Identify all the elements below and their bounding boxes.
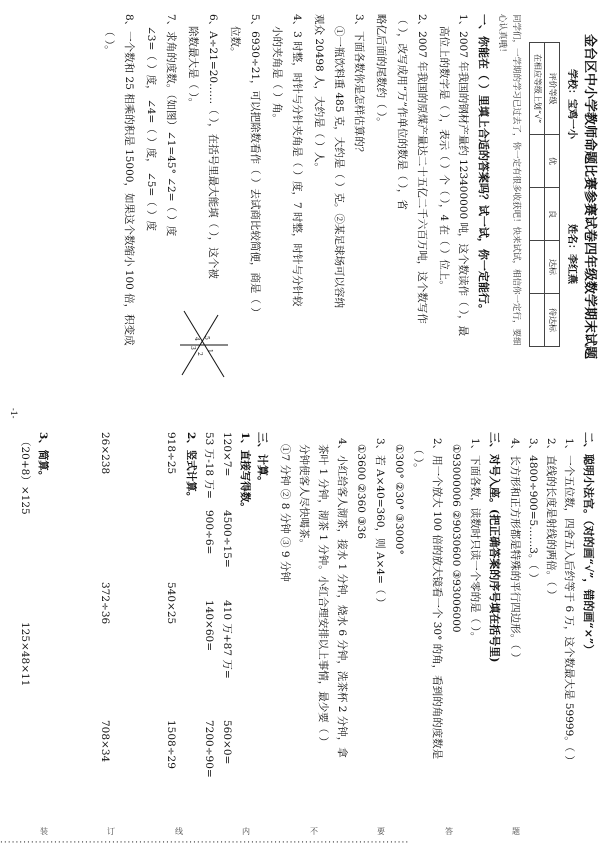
subsection-title: 2、竖式计算。 <box>185 432 197 503</box>
choice-item: 2、用一个放大 100 倍的放大镜看一个 30° 的角，看到的角的度数是 <box>431 438 443 760</box>
question-line: 7、求角的度数。（如图）∠1=45° ∠2=（ ）度 <box>165 14 177 237</box>
question-line: 高位上的数字是（ ），表示（ ）个（ ），4 在（ ）位上。 <box>438 26 450 291</box>
direct-calc: 7200÷90= <box>203 720 215 778</box>
judge-item: 2、直线的长度是射线的两倍。（ ） <box>545 438 557 601</box>
angle-label: 5 <box>203 336 210 340</box>
angle-label: 2 <box>196 352 203 356</box>
question-line: 小的夹角是（ ）角。 <box>271 26 283 124</box>
grade-header: 达标 <box>545 241 560 294</box>
subsection-title: 1、直接写得数。 <box>239 432 251 513</box>
grade-header: 待达标 <box>545 294 560 347</box>
binding-margin-label: 答 <box>445 827 453 836</box>
right-column <box>0 432 600 822</box>
direct-calc: 4500÷15= <box>221 510 233 568</box>
choice-options: ①300° ②30° ③3000° <box>393 444 405 555</box>
question-line: 5、6930÷21，可以把除数看作（ ）去试商比较简便，商是（ ） <box>249 14 261 318</box>
binding-margin-label: 题 <box>512 827 520 836</box>
section-title: 二、聪明小法官。（对的画“√”，错的画“×”） <box>582 432 595 656</box>
binding-margin-label: 要 <box>377 827 385 836</box>
vertical-calc: 918÷25 <box>165 432 177 475</box>
section-title: 三、对号入座。(把正确答案的序号填在括号里) <box>488 432 501 663</box>
vertical-calc: 540×25 <box>165 582 177 625</box>
choice-item: 1、下面各数，读数时只读一个零的是（ ）。 <box>469 438 481 643</box>
direct-calc: 410 万+87 万= <box>221 600 233 679</box>
grade-cell-good[interactable] <box>530 188 545 241</box>
simplify-calc: （20+8）×125 <box>19 436 31 515</box>
question-line: 4、3 时整，时针与分针夹角是（ ）度，7 时整，时针与分针较 <box>291 14 303 307</box>
judge-item: 4、长方形和正方形都是特殊的平行四边形。（ ） <box>509 438 521 664</box>
question-line: ①一瓶饮料重 485 克，大约是（ ）克。②某足球场可以容纳 <box>333 26 345 309</box>
exam-title: 金台区中小学教师命题比赛参赛试卷四年级数学期末试题 <box>582 34 597 360</box>
judge-item: 1、一个五位数，四舍五入后约等于 6 万，这个数最大是 59999。（ ） <box>563 438 575 766</box>
grade-cell-fail[interactable] <box>530 294 545 347</box>
grade-header: 良 <box>545 188 560 241</box>
author-name: 姓名：李红燕 <box>566 224 577 284</box>
simplify-calc: 125×48×11 <box>19 622 31 687</box>
question-line: 略亿后面的尾数约（ ）。 <box>375 14 387 128</box>
question-line: 除数最大是（ ）。 <box>187 26 199 109</box>
choice-item: 4、小红给客人沏茶，接水 1 分钟，烧水 6 分钟，洗茶杯 2 分钟，拿 <box>336 438 348 758</box>
choice-options: ①3600 ②360 ③36 <box>355 444 367 540</box>
vertical-calc: 372÷36 <box>99 582 111 625</box>
direct-calc: 900÷6= <box>203 510 215 555</box>
direct-calc: 120×7= <box>221 432 233 477</box>
question-line: 2、2007 年我国的原煤产量达二十五亿二千六百万吨，这个数写作 <box>416 14 428 324</box>
grade-header: 评价等级 <box>545 43 560 135</box>
choice-options: ①93000006 ②9030600 ③93006000 <box>450 444 462 633</box>
binding-margin-label: 不 <box>310 827 318 836</box>
choice-options: ①7 分钟 ② 8 分钟 ③ 9 分钟 <box>279 444 291 582</box>
choice-item: 分钟使客人尽快喝茶。 <box>298 444 310 549</box>
left-column <box>0 14 600 394</box>
binding-dotted-line: ·········································································································· <box>0 838 410 848</box>
question-line: 8、一个数和 25 相乘的积是 15000，如果这个数缩小 100 倍，积变成 <box>123 14 135 346</box>
choice-item: 茶叶 1 分钟，沏茶 1 分钟。小红合理安排以上事情，最少要（ ） <box>317 444 329 748</box>
subsection-title: 3、简算。 <box>37 432 49 482</box>
page-number: -1- <box>9 408 18 419</box>
direct-calc: 53 万-18 万= <box>203 432 215 499</box>
section-title: 一、你能在（ ）里填上合适的答案吗？试一试，你一定能行。 <box>477 14 490 315</box>
binding-margin-label: 订 <box>107 827 115 836</box>
grade-cell-pass[interactable] <box>530 241 545 294</box>
angle-label: 3 <box>189 346 196 350</box>
choice-item: （ ）。 <box>412 444 424 474</box>
question-line: ∠3=（ ）度， ∠4=（ ）度， ∠5=（ ）度 <box>145 26 157 232</box>
grade-table <box>529 42 560 347</box>
binding-margin-label: 内 <box>242 827 250 836</box>
intro-text: 同学们，一学期的学习已过去了，你一定有很多收获吧！快来试试，相信你一定行，要细 <box>511 14 521 346</box>
question-line: 观众 20498 人，大约是（ ）人。 <box>313 14 325 173</box>
question-line: 位数。 <box>229 26 241 58</box>
direct-calc: 560×0= <box>221 720 233 765</box>
vertical-calc: 1508÷29 <box>165 720 177 769</box>
angle-label: 1 <box>206 349 213 353</box>
binding-margin-label: 装 <box>40 827 48 836</box>
question-line: 3、下面各数你是怎样估算的？ <box>353 14 365 158</box>
section-title: 三、计算。 <box>256 432 269 487</box>
choice-item: 3、若 A×40=360，则 A×4=（ ） <box>374 438 386 609</box>
grade-cell-excellent[interactable] <box>530 135 545 188</box>
grade-row-label: 在相应等级上划“√” <box>530 43 545 135</box>
judge-item: 3、4800÷900=5……3。（ ） <box>527 438 539 584</box>
vertical-calc: 26×238 <box>99 432 111 475</box>
binding-margin-label: 线 <box>175 827 183 836</box>
direct-calc: 140×60= <box>203 600 215 651</box>
intro-text: 心认真哦！ <box>497 14 507 57</box>
question-line: （ ）。 <box>103 26 115 56</box>
question-line: 1、2007 年我国的钢材产量约 123400000 吨，这个数读作（ ），最 <box>457 14 469 337</box>
grade-header: 优 <box>545 135 560 188</box>
school-label: 学校：宝鸡一小 <box>566 69 577 139</box>
question-line: （ ），改写成用“万”作单位的数是（ ），省 <box>396 14 408 210</box>
vertical-calc: 708×34 <box>99 720 111 763</box>
question-line: 6、A÷21=20……（ ），在括号里最大能填（ ），这个被 <box>207 14 219 279</box>
angle-label: 4 <box>193 337 200 341</box>
angle-diagram <box>178 309 228 379</box>
